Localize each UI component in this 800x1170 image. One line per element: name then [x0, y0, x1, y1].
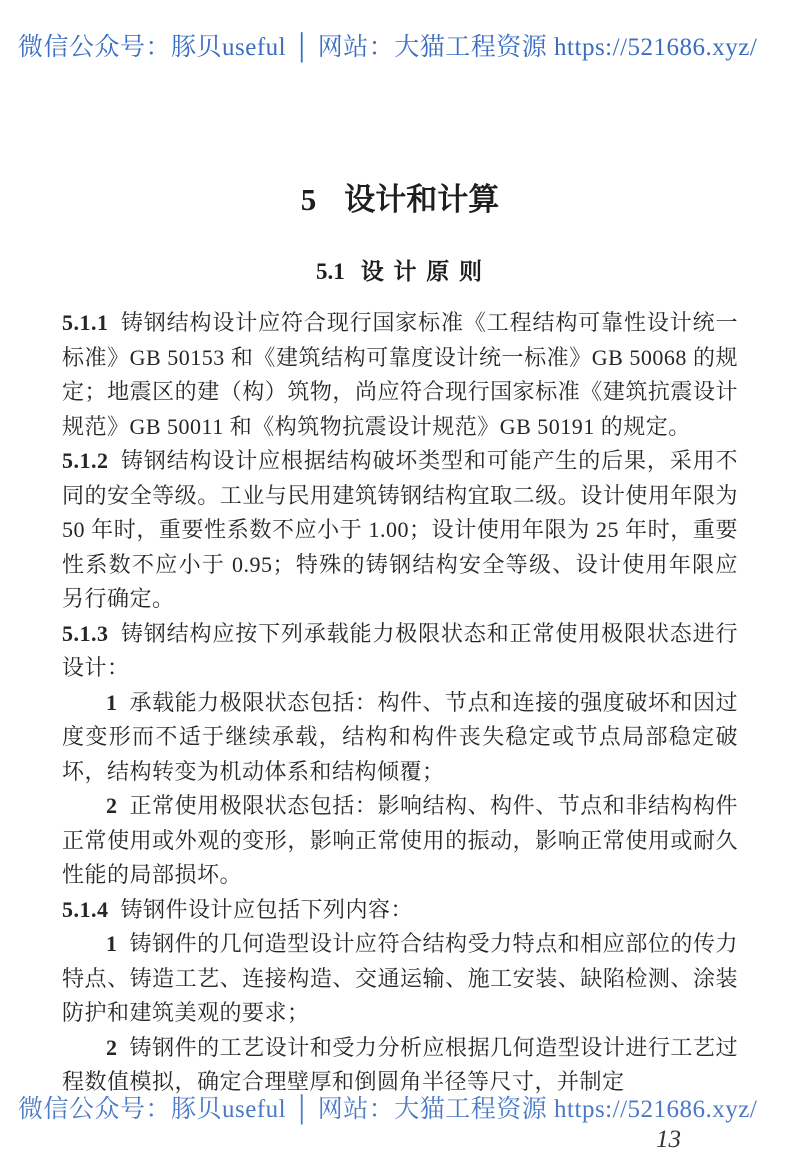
paragraph — [62, 927, 738, 1031]
paragraph-number: 1 — [106, 689, 118, 715]
paragraph-number: 1 — [106, 931, 118, 956]
paragraph — [62, 617, 738, 686]
paragraph — [62, 789, 738, 893]
paragraph — [62, 686, 738, 790]
paragraph-text: 正常使用极限状态包括：影响结构、构件、节点和非结构构件正常使用或外观的变形，影响正常使用的振动，影响正常使用或耐久性能的局部损坏。 — [62, 793, 738, 887]
paragraph — [62, 444, 738, 617]
paragraph — [62, 893, 738, 928]
paragraph-list — [62, 306, 738, 1100]
header-watermark: 微信公众号：豚贝useful │ 网站：大猫工程资源 https://521686.xyz/ — [18, 34, 758, 61]
paragraph-text: 铸钢结构设计应符合现行国家标准《工程结构可靠性设计统一标准》GB 50153 和《建筑结构可靠度设计统一标准》GB 50068 的规定；地震区的建（构）筑物，尚应符合现行国家标准《建筑抗震设计规范》GB 50011 和《构筑物抗震设计规范》GB 50191 的规定。 — [62, 310, 738, 439]
footer-watermark: 微信公众号：豚贝useful │ 网站：大猫工程资源 https://521686.xyz/ — [18, 1096, 758, 1123]
chapter-title — [62, 174, 738, 219]
section-title-text: 设 计 原 则 — [360, 259, 484, 284]
paragraph-text: 铸钢件的几何造型设计应符合结构受力特点和相应部位的传力特点、铸造工艺、连接构造、交通运输、施工安装、缺陷检测、涂装防护和建筑美观的要求； — [62, 931, 738, 1025]
paragraph-number: 5.1.3 — [62, 620, 109, 646]
page-number: 13 — [656, 1126, 681, 1153]
paragraph-number: 5.1.1 — [62, 310, 109, 335]
paragraph-text: 铸钢结构设计应根据结构破坏类型和可能产生的后果，采用不同的安全等级。工业与民用建筑铸钢结构宜取二级。设计使用年限为 50 年时，重要性系数不应小于 1.00；设计使用年限为 25 年时，重要性系数不应小于 0.95；特殊的铸钢结构安全等级、设计使用年限应另行确定。 — [62, 448, 738, 611]
section-number: 5.1 — [316, 259, 345, 284]
paragraph — [62, 306, 738, 444]
paragraph-number: 2 — [106, 1034, 118, 1060]
chapter-title-text: 设计和计算 — [344, 182, 500, 217]
paragraph-text: 铸钢件的工艺设计和受力分析应根据几何造型设计进行工艺过程数值模拟，确定合理壁厚和倒圆角半径等尺寸，并制定 — [62, 1034, 738, 1094]
page-body — [62, 174, 738, 1100]
paragraph-text: 承载能力极限状态包括：构件、节点和连接的强度破坏和因过度变形而不适于继续承载，结构和构件丧失稳定或节点局部稳定破坏，结构转变为机动体系和结构倾覆； — [62, 689, 738, 784]
paragraph-number: 5.1.2 — [62, 448, 109, 473]
section-title — [62, 253, 738, 286]
paragraph-number: 2 — [106, 793, 118, 818]
paragraph-text: 铸钢结构应按下列承载能力极限状态和正常使用极限状态进行设计： — [62, 620, 738, 680]
paragraph-number: 5.1.4 — [62, 896, 109, 922]
paragraph-text: 铸钢件设计应包括下列内容： — [120, 896, 414, 922]
chapter-number: 5 — [300, 182, 317, 217]
